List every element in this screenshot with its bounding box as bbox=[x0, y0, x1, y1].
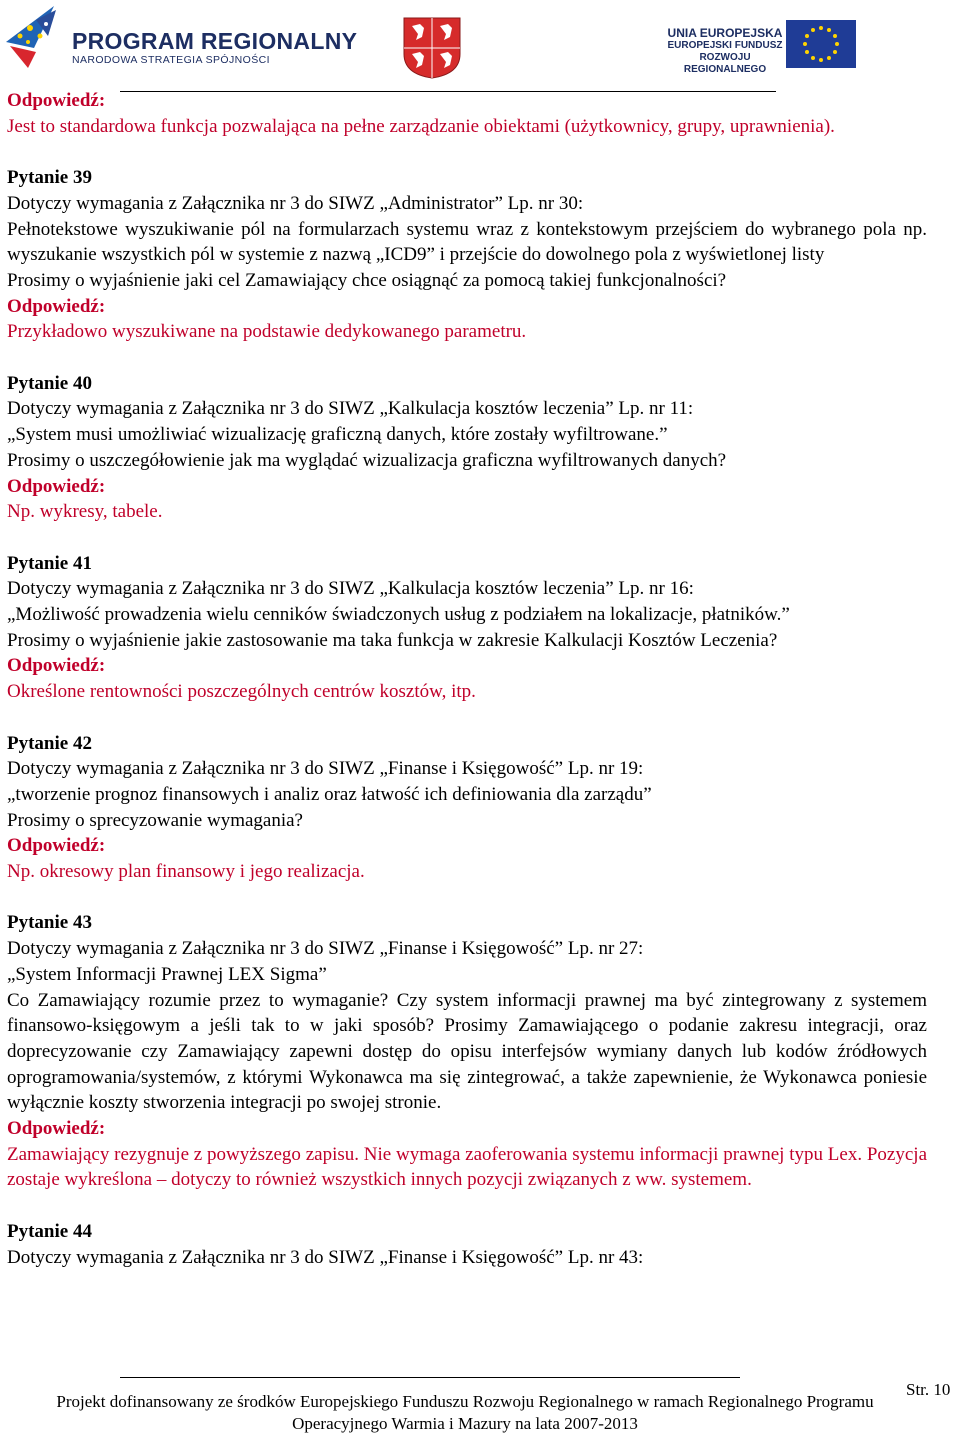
footer-line-1: Projekt dofinansowany ze środków Europejskiego Funduszu Rozwoju Regionalnego w ramach Regionalnego Programu bbox=[56, 1392, 874, 1411]
question-requirement: „System Informacji Prawnej LEX Sigma” bbox=[7, 963, 327, 985]
answer-label: Odpowiedź: bbox=[7, 295, 106, 317]
program-regionalny-logo-icon bbox=[6, 6, 68, 76]
question-reference: Dotyczy wymagania z Załącznika nr 3 do SIWZ „Finanse i Księgowość” Lp. nr 43: bbox=[7, 1246, 644, 1268]
answer-label: Odpowiedź: bbox=[7, 655, 106, 677]
answer-text: Np. okresowy plan finansowy i jego realizacja. bbox=[7, 861, 365, 883]
question-requirement: Pełnotekstowe wyszukiwanie pól na formularzach systemu wraz z kontekstowym przejściem do wybranego pola np. wyszukanie wszystkich pól w systemie z nazwą „ICD9” i przejście do dowolnego pola z wyświetlonej listy bbox=[7, 218, 927, 266]
page-footer bbox=[30, 1391, 900, 1435]
answer-text: Przykładowo wyszukiwane na podstawie dedykowanego parametru. bbox=[7, 321, 527, 343]
question-43 bbox=[7, 910, 927, 1193]
footer-rule bbox=[120, 1377, 740, 1378]
program-subtitle: NARODOWA STRATEGIA SPÓJNOŚCI bbox=[72, 54, 270, 66]
eu-wordmark bbox=[664, 26, 786, 76]
eu-line-3: ROZWOJU REGIONALNEGO bbox=[683, 52, 767, 75]
question-text: Prosimy o uszczegółowienie jak ma wyglądać wizualizacja graficzna wyfiltrowanych danych? bbox=[7, 449, 727, 471]
question-44 bbox=[7, 1219, 927, 1270]
question-text: Co Zamawiający rozumie przez to wymaganie? Czy system informacji prawnej ma być zintegrowany z systemem finansowo-księgowym a jeśli tak to w jaki sposób? Prosimy Zamawiającego o podanie zakresu integracji, oraz doprecyzowanie czy Zamawiający zapewni dostęp do opisu interfejsów wymiany danych lub kodów źródłowych oprogramowania/systemów, z którymi Wykonawca ma się zintegrować, a także zapewnienie, że Wykonawca poniesie wyłącznie koszty stworzenia integracji po swojej stronie. bbox=[7, 989, 927, 1114]
question-reference: Dotyczy wymagania z Załącznika nr 3 do SIWZ „Finanse i Księgowość” Lp. nr 27: bbox=[7, 938, 644, 960]
warmia-mazury-crest-icon bbox=[402, 16, 462, 80]
question-42 bbox=[7, 731, 927, 885]
answer-text: Zamawiający rezygnuje z powyższego zapisu. Nie wymaga zaoferowania systemu informacji prawnej typu Lex. Pozycja zostaje wykreślona – dotyczy to również wszystkich innych pozycji związanych z ww. systemem. bbox=[7, 1143, 927, 1191]
answer-label: Odpowiedź: bbox=[7, 475, 106, 497]
program-regionalny-wordmark bbox=[72, 28, 357, 67]
question-reference: Dotyczy wymagania z Załącznika nr 3 do SIWZ „Finanse i Księgowość” Lp. nr 19: bbox=[7, 758, 644, 780]
answer-text: Określone rentowności poszczególnych centrów kosztów, itp. bbox=[7, 681, 476, 703]
page-number: Str. 10 bbox=[906, 1380, 951, 1399]
question-title: Pytanie 41 bbox=[7, 552, 92, 574]
question-reference: Dotyczy wymagania z Załącznika nr 3 do SIWZ „Kalkulacja kosztów leczenia” Lp. nr 16: bbox=[7, 578, 694, 600]
question-title: Pytanie 39 bbox=[7, 167, 92, 189]
answer-label: Odpowiedź: bbox=[7, 1118, 106, 1140]
answer-text: Np. wykresy, tabele. bbox=[7, 501, 163, 523]
question-text: Prosimy o sprecyzowanie wymagania? bbox=[7, 809, 303, 831]
question-39 bbox=[7, 165, 927, 345]
question-text: Prosimy o wyjaśnienie jaki cel Zamawiający chce osiągnąć za pomocą takiej funkcjonalności? bbox=[7, 269, 727, 291]
question-40 bbox=[7, 371, 927, 525]
question-reference: Dotyczy wymagania z Załącznika nr 3 do SIWZ „Administrator” Lp. nr 30: bbox=[7, 192, 584, 214]
question-41 bbox=[7, 551, 927, 705]
document-body bbox=[7, 88, 927, 1270]
question-requirement: „Możliwość prowadzenia wielu cenników świadczonych usług z podziałem na lokalizacje, płatników.” bbox=[7, 604, 790, 626]
question-title: Pytanie 44 bbox=[7, 1220, 92, 1242]
question-requirement: „System musi umożliwiać wizualizację graficzną danych, które zostały wyfiltrowane.” bbox=[7, 424, 668, 446]
question-title: Pytanie 40 bbox=[7, 372, 92, 394]
question-requirement: „tworzenie prognoz finansowych i analiz oraz łatwość ich definiowania dla zarządu” bbox=[7, 783, 652, 805]
eu-line-1: UNIA EUROPEJSKA bbox=[667, 26, 783, 40]
question-reference: Dotyczy wymagania z Załącznika nr 3 do SIWZ „Kalkulacja kosztów leczenia” Lp. nr 11: bbox=[7, 398, 694, 420]
eu-line-2: EUROPEJSKI FUNDUSZ bbox=[667, 40, 783, 51]
answer-text: Jest to standardowa funkcja pozwalająca na pełne zarządzanie obiektami (użytkownicy, grupy, uprawnienia). bbox=[7, 115, 835, 137]
page-header bbox=[0, 0, 960, 92]
question-text: Prosimy o wyjaśnienie jakie zastosowanie ma taka funkcja w zakresie Kalkulacji Kosztów Leczenia? bbox=[7, 629, 778, 651]
question-title: Pytanie 43 bbox=[7, 912, 92, 934]
eu-flag-icon bbox=[786, 20, 856, 68]
answer-label: Odpowiedź: bbox=[7, 90, 106, 111]
question-title: Pytanie 42 bbox=[7, 732, 92, 754]
intro-answer-block bbox=[7, 88, 927, 139]
answer-label: Odpowiedź: bbox=[7, 835, 106, 857]
footer-line-2: Operacyjnego Warmia i Mazury na lata 2007-2013 bbox=[292, 1414, 638, 1433]
program-title: PROGRAM REGIONALNY bbox=[72, 28, 358, 54]
